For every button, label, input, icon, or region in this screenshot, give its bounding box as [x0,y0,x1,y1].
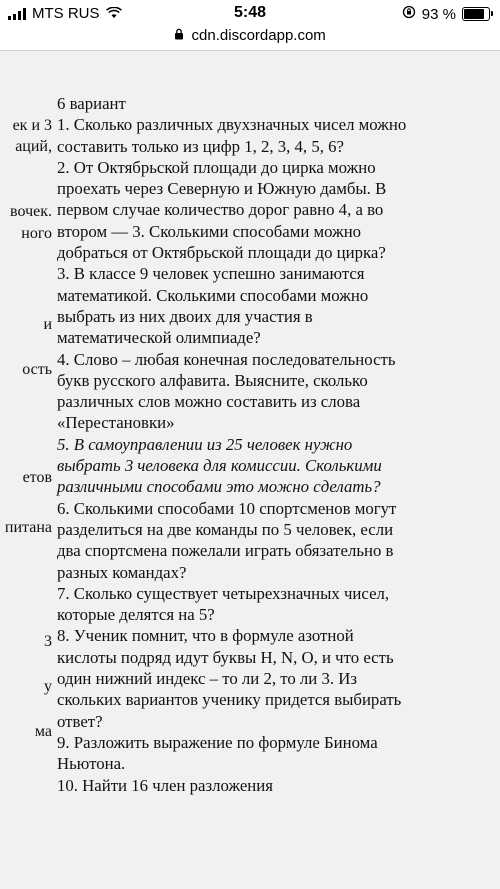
task-line: два спортсмена пожелали играть обязательно в [57,541,394,561]
battery-fill [464,9,484,19]
url-text: cdn.discordapp.com [191,27,326,44]
task-line: различными способами это можно сделать? [57,477,381,497]
carrier-name: MTS RUS [32,5,100,22]
task-list [57,93,497,796]
left-fragment: питана [4,519,52,536]
task-line: различных слов можно составить из слова [57,392,361,412]
left-fragment: ек и 3 [12,117,52,134]
task-line: составить только из цифр 1, 2, 3, 4, 5, 6? [57,136,344,156]
task-line: 7. Сколько существует четырехзначных чисел, [57,583,390,603]
status-time: 5:48 [233,4,267,21]
task-line: «Перестановки» [57,413,175,433]
task-line: 3. В классе 9 человек успешно занимаются [57,264,365,284]
task-line: один нижний индекс – то ли 2, то ли 3. Из [57,669,358,689]
task-line: 6. Сколькими способами 10 спортсменов могут [57,498,397,518]
left-fragment: ма [34,723,52,740]
lock-icon [174,29,187,43]
task-line: выбрать из них двоих для участия в [57,306,313,326]
task-line: 4. Слово – любая конечная последовательность [57,349,396,369]
battery-percent: 93 % [421,5,456,23]
task-line: Ньютона. [57,754,126,774]
task-line: 1. Сколько различных двухзначных чисел можно [57,115,407,135]
battery-icon [462,7,490,21]
task-line: 5. В самоуправлении из 25 человек нужно [57,434,353,454]
address-bar[interactable] [0,27,500,44]
left-fragment: ного [21,225,52,242]
left-cropped-column [0,51,56,889]
task-line: которые делятся на 5? [57,605,215,625]
task-line: математикой. Сколькими способами можно [57,285,369,305]
task-line: 9. Разложить выражение по формуле Бинома [57,732,378,752]
left-fragment: ость [22,361,52,378]
task-line: математической олимпиаде? [57,328,261,348]
left-fragment: аций, [15,138,52,155]
task-line: втором — 3. Сколькими способами можно [57,221,362,241]
task-line: кислоты подряд идут буквы H, N, O, и что есть [57,647,394,667]
task-line: ответ? [57,711,103,731]
task-line: 10. Найти 16 член разложения [57,775,273,795]
left-fragment: вочек. [10,203,52,220]
variant-title: 6 вариант [57,94,126,113]
status-right [402,5,490,23]
task-line: 2. От Октябрьской площади до цирка можно [57,157,376,177]
task-line: скольких вариантов ученику придется выбирать [57,690,402,710]
status-bar [0,0,500,51]
orientation-lock-icon [402,5,416,23]
task-line: проехать через Северную и Южную дамбы. В [57,179,387,199]
left-fragment: у [44,678,52,695]
task-line: разных командах? [57,562,187,582]
left-fragment: етов [22,469,52,486]
task-line: 8. Ученик помнит, что в формуле азотной [57,626,354,646]
task-line: букв русского алфавита. Выясните, сколько [57,370,368,390]
task-line: разделиться на две команды по 5 человек, если [57,519,394,539]
task-line: добраться от Октябрьской площади до цирка? [57,243,386,263]
left-fragment: 3 [44,633,52,650]
task-line: первом случае количество дорог равно 4, а во [57,200,384,220]
task-line: выбрать 3 человека для комиссии. Сколькими [57,456,382,476]
left-fragment: и [43,316,52,333]
document-page [0,51,500,889]
